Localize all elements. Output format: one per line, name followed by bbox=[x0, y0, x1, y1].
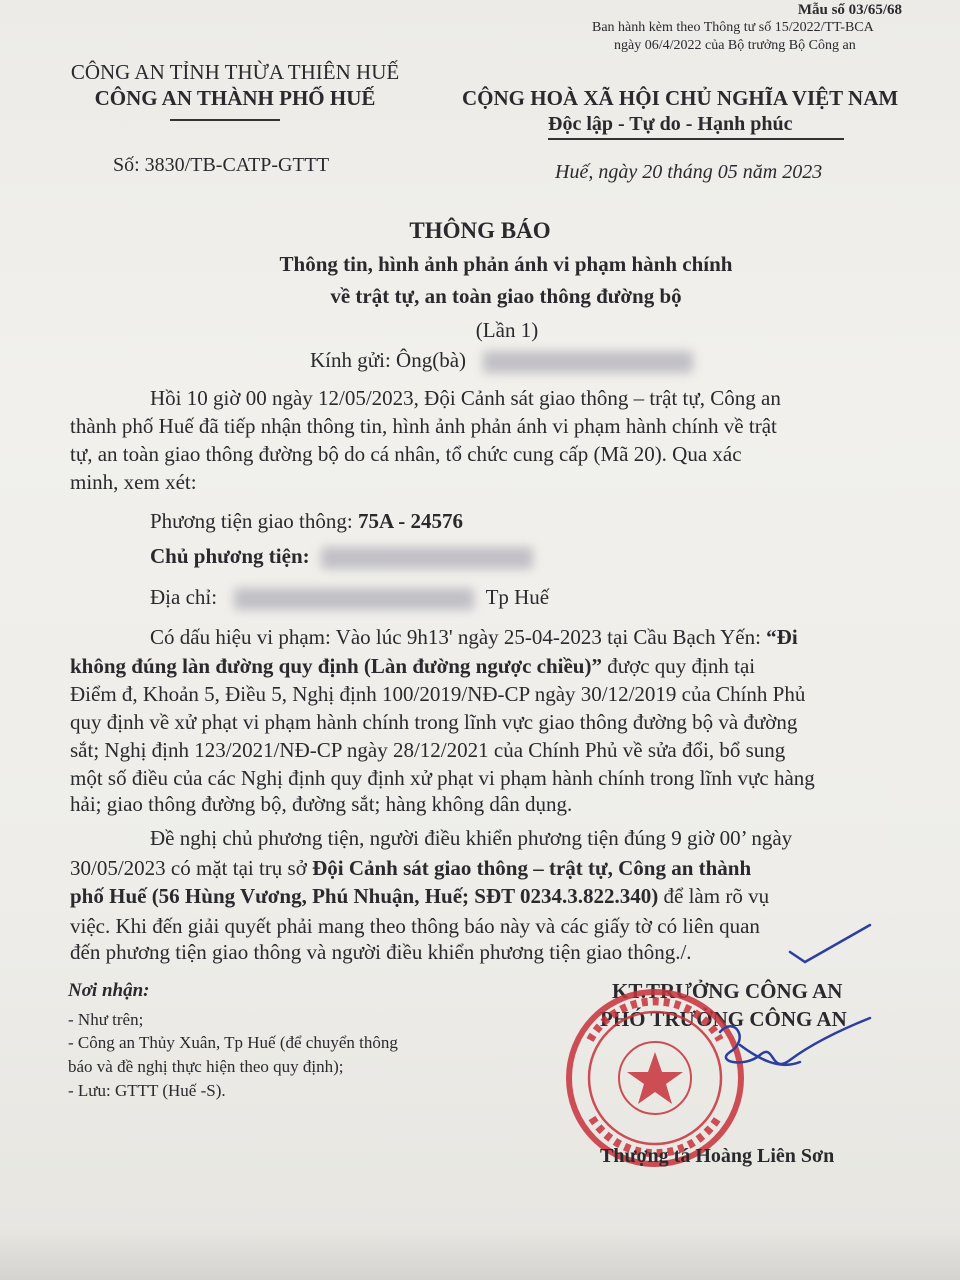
official-seal bbox=[569, 992, 741, 1164]
request-line1: Đề nghị chủ phương tiện, người điều khiển phương tiện đúng 9 giờ 00’ ngày bbox=[150, 826, 793, 850]
document-number: Số: 3830/TB-CATP-GTTT bbox=[113, 154, 330, 176]
salutation-text: Kính gửi: Ông(bà) bbox=[310, 348, 467, 372]
signature-title-line2: PHÓ TRƯỞNG CÔNG AN bbox=[600, 1007, 847, 1031]
national-title: CỘNG HOÀ XÃ HỘI CHỦ NGHĨA VIỆT NAM bbox=[462, 86, 899, 110]
paragraph1-line4: minh, xem xét: bbox=[70, 470, 197, 494]
violation-line7: hải; giao thông đường bộ, đường sắt; hàng không dân dụng. bbox=[70, 792, 573, 816]
document-subtitle-line2: về trật tự, an toàn giao thông đường bộ bbox=[330, 284, 682, 308]
address-label: Địa chỉ: bbox=[150, 585, 218, 609]
violation-line3: Điểm đ, Khoản 5, Điều 5, Nghị định 100/2019/NĐ-CP ngày 30/12/2019 của Chính Phủ bbox=[70, 682, 806, 706]
recipient-item: - Như trên; bbox=[68, 1010, 144, 1029]
request-office: Đội Cảnh sát giao thông – trật tự, Công an thành bbox=[312, 856, 752, 880]
paragraph1-line3: tự, an toàn giao thông đường bộ do cá nhân, tổ chức cung cấp (Mã 20). Qua xác bbox=[70, 442, 742, 466]
violation-line6: một số điều của các Nghị định quy định xử phạt vi phạm hành chính trong lĩnh vực hàng bbox=[70, 766, 815, 790]
recipients-label: Nơi nhận: bbox=[68, 980, 150, 1001]
violation-line4: quy định về xử phạt vi phạm hành chính trong lĩnh vực giao thông đường bộ và đường bbox=[70, 710, 798, 734]
request-clarify: để làm rõ vụ bbox=[658, 884, 770, 908]
form-reference-line1: Ban hành kèm theo Thông tư số 15/2022/TT-BCA bbox=[592, 20, 874, 35]
violation-regulated: được quy định tại bbox=[601, 654, 756, 678]
document-title: THÔNG BÁO bbox=[409, 218, 551, 243]
form-reference-line2: ngày 06/4/2022 của Bộ trưởng Bộ Công an bbox=[614, 38, 856, 53]
owner-label: Chủ phương tiện: bbox=[150, 544, 310, 568]
form-number: Mẫu số 03/65/68 bbox=[797, 2, 902, 18]
recipient-item: - Công an Thủy Xuân, Tp Huế (để chuyển thông bbox=[68, 1033, 398, 1052]
request-address: phố Huế (56 Hùng Vương, Phú Nhuận, Huế; SĐT 0234.3.822.340) bbox=[70, 884, 659, 908]
recipient-item: - Lưu: GTTT (Huế -S). bbox=[68, 1081, 226, 1100]
signer-name: Thượng tá Hoàng Liên Sơn bbox=[600, 1145, 835, 1167]
recipient-item: báo và đề nghị thực hiện theo quy định); bbox=[68, 1057, 344, 1076]
place-and-date: Huế, ngày 20 tháng 05 năm 2023 bbox=[555, 161, 823, 183]
paragraph1-line1: Hồi 10 giờ 00 ngày 12/05/2023, Đội Cảnh sát giao thông – trật tự, Công an bbox=[150, 386, 781, 410]
document-subtitle-line1: Thông tin, hình ảnh phản ánh vi phạm hành chính bbox=[279, 252, 733, 276]
national-motto: Độc lập - Tự do - Hạnh phúc bbox=[548, 113, 793, 135]
request-line5: đến phương tiện giao thông và người điều khiển phương tiện giao thông./. bbox=[70, 940, 692, 964]
request-line4: việc. Khi đến giải quyết phải mang theo thông báo này và các giấy tờ có liên quan bbox=[70, 914, 760, 938]
agency-parent: CÔNG AN TỈNH THỪA THIÊN HUẾ bbox=[70, 60, 400, 84]
agency-name: CÔNG AN THÀNH PHỐ HUẾ bbox=[94, 86, 376, 110]
violation-intro: Có dấu hiệu vi phạm: Vào lúc 9h13' ngày 25-04-2023 tại Cầu Bạch Yến: bbox=[150, 625, 767, 649]
vehicle-label: Phương tiện giao thông: bbox=[150, 509, 353, 533]
violation-quote-start: “Đi bbox=[766, 625, 798, 649]
paragraph1-line2: thành phố Huế đã tiếp nhận thông tin, hình ảnh phản ánh vi phạm hành chính về trật bbox=[70, 414, 777, 438]
page-shadow bbox=[0, 1228, 960, 1280]
address-city: Tp Huế bbox=[485, 585, 550, 609]
request-date: 30/05/2023 có mặt tại trụ sở bbox=[70, 856, 313, 880]
violation-line5: sắt; Nghị định 123/2021/NĐ-CP ngày 28/12/2021 của Chính Phủ về sửa đổi, bổ sung bbox=[70, 738, 786, 762]
signature-title-line1: KT.TRƯỞNG CÔNG AN bbox=[612, 979, 843, 1003]
violation-description: không đúng làn đường quy định (Làn đường ngược chiều)” bbox=[70, 654, 602, 678]
notice-round: (Lần 1) bbox=[475, 318, 539, 342]
handwritten-signature bbox=[720, 925, 870, 1065]
vehicle-plate: 75A - 24576 bbox=[357, 509, 463, 533]
